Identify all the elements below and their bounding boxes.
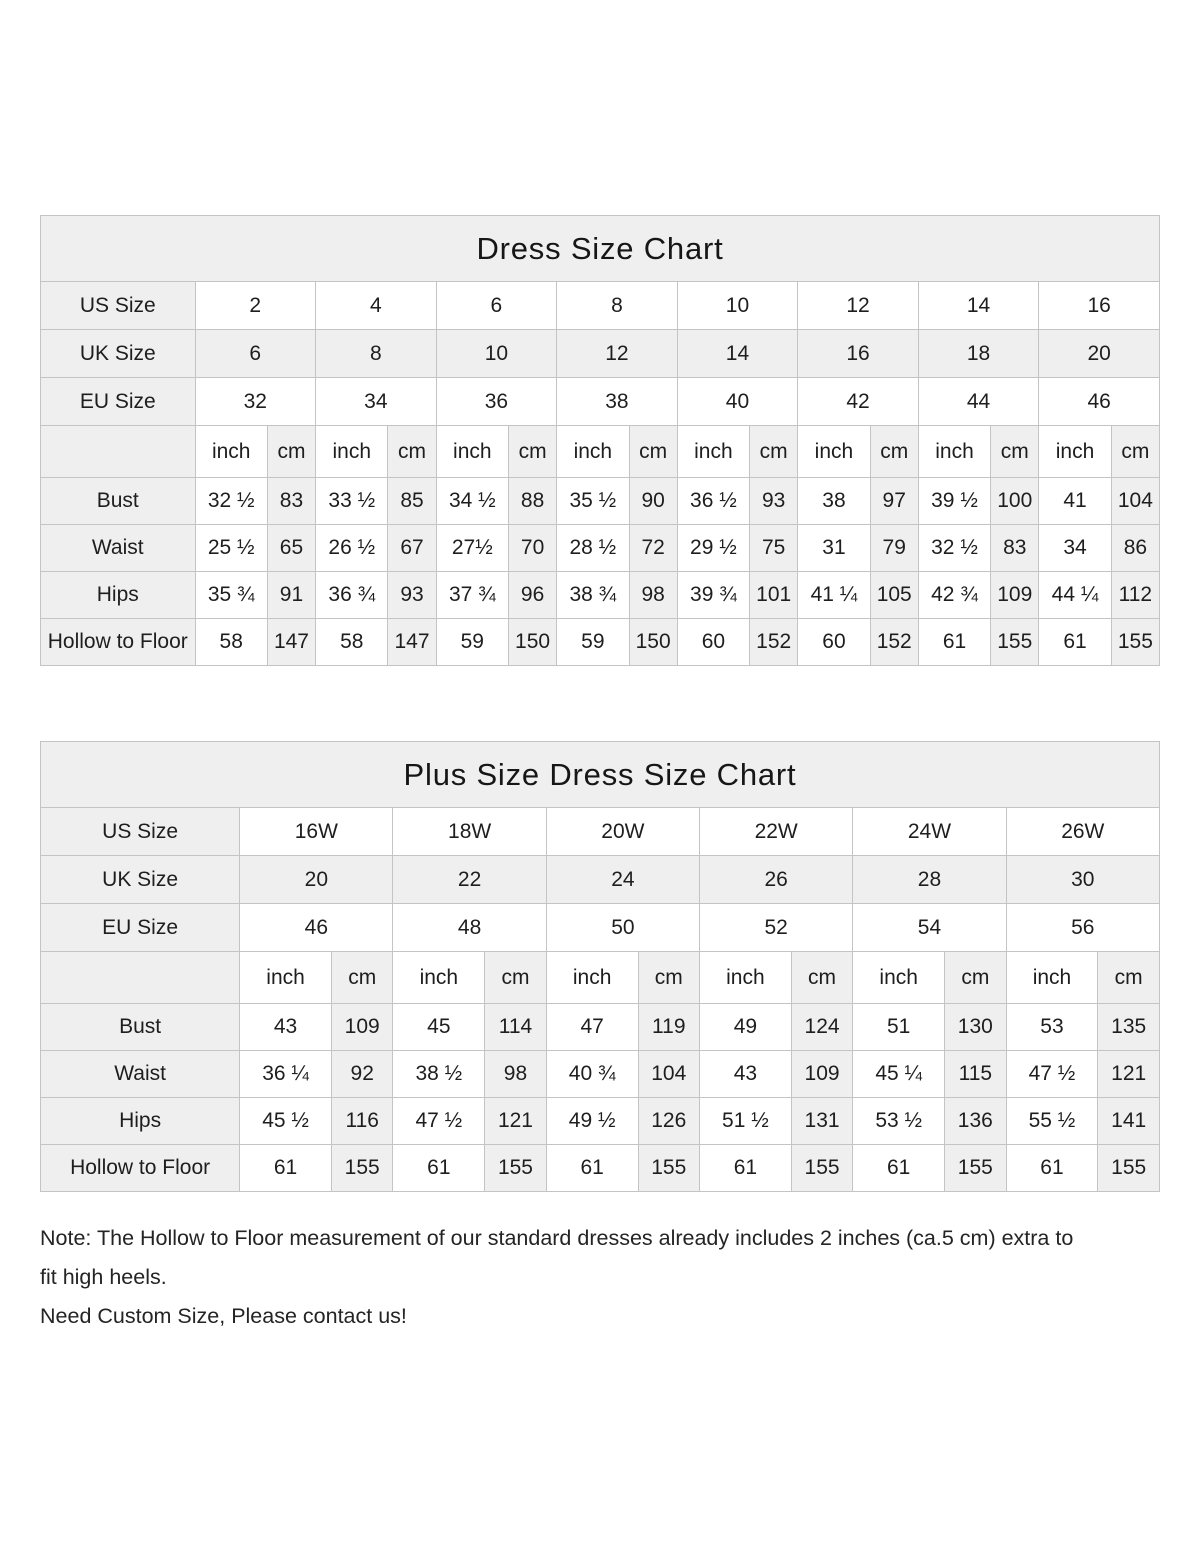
size-value-cell: 34	[316, 378, 437, 426]
measure-inch-cell: 34	[1039, 525, 1111, 572]
size-value-cell: 16	[798, 330, 919, 378]
measure-cm-cell: 67	[388, 525, 436, 572]
size-value-cell: 22	[393, 856, 546, 904]
unit-inch-header: inch	[853, 952, 945, 1004]
unit-inch-header: inch	[1006, 952, 1098, 1004]
measure-cm-cell: 83	[991, 525, 1039, 572]
measure-cm-cell: 91	[267, 572, 315, 619]
measure-inch-cell: 47	[546, 1004, 638, 1051]
measure-cm-cell: 150	[509, 619, 557, 666]
size-value-cell: 40	[677, 378, 798, 426]
size-value-cell: 44	[918, 378, 1039, 426]
row-label: US Size	[41, 808, 240, 856]
row-label: US Size	[41, 282, 196, 330]
measure-cm-cell: 93	[750, 478, 798, 525]
measure-inch-cell: 35 ½	[557, 478, 629, 525]
size-value-cell: 24W	[853, 808, 1006, 856]
size-value-cell: 20	[1039, 330, 1160, 378]
unit-inch-header: inch	[798, 426, 870, 478]
row-label: Hollow to Floor	[41, 619, 196, 666]
size-value-cell: 38	[557, 378, 678, 426]
measure-inch-cell: 60	[677, 619, 749, 666]
measure-inch-cell: 40 ¾	[546, 1051, 638, 1098]
measure-cm-cell: 115	[945, 1051, 1007, 1098]
size-value-cell: 20	[240, 856, 393, 904]
size-value-cell: 28	[853, 856, 1006, 904]
measure-inch-cell: 38 ½	[393, 1051, 485, 1098]
row-label: Waist	[41, 1051, 240, 1098]
measure-cm-cell: 155	[791, 1145, 853, 1192]
measure-cm-cell: 109	[791, 1051, 853, 1098]
size-value-cell: 42	[798, 378, 919, 426]
measure-cm-cell: 104	[1111, 478, 1159, 525]
measure-inch-cell: 37 ¾	[436, 572, 508, 619]
size-value-cell: 22W	[700, 808, 853, 856]
row-label: Hollow to Floor	[41, 1145, 240, 1192]
measure-cm-cell: 150	[629, 619, 677, 666]
measure-cm-cell: 155	[331, 1145, 393, 1192]
measure-inch-cell: 27½	[436, 525, 508, 572]
measure-cm-cell: 65	[267, 525, 315, 572]
size-value-cell: 56	[1006, 904, 1159, 952]
row-label: Waist	[41, 525, 196, 572]
unit-cm-header: cm	[1098, 952, 1160, 1004]
measure-cm-cell: 152	[870, 619, 918, 666]
measure-cm-cell: 130	[945, 1004, 1007, 1051]
unit-inch-header: inch	[316, 426, 388, 478]
measure-cm-cell: 121	[1098, 1051, 1160, 1098]
measure-inch-cell: 59	[557, 619, 629, 666]
measure-cm-cell: 88	[509, 478, 557, 525]
row-label: Hips	[41, 1098, 240, 1145]
measure-inch-cell: 34 ½	[436, 478, 508, 525]
measure-cm-cell: 105	[870, 572, 918, 619]
measure-inch-cell: 61	[1006, 1145, 1098, 1192]
unit-inch-header: inch	[557, 426, 629, 478]
unit-cm-header: cm	[791, 952, 853, 1004]
measure-cm-cell: 112	[1111, 572, 1159, 619]
note	[40, 1219, 1160, 1336]
size-value-cell: 16	[1039, 282, 1160, 330]
measure-inch-cell: 41 ¼	[798, 572, 870, 619]
chart-title: Plus Size Dress Size Chart	[41, 742, 1160, 808]
empty-corner-cell	[41, 952, 240, 1004]
measure-inch-cell: 47 ½	[1006, 1051, 1098, 1098]
plus-size-dress-size-chart-table	[40, 741, 1160, 1192]
measure-inch-cell: 35 ¾	[195, 572, 267, 619]
unit-inch-header: inch	[195, 426, 267, 478]
dress-size-chart-table	[40, 215, 1160, 666]
size-value-cell: 2	[195, 282, 316, 330]
measure-inch-cell: 38	[798, 478, 870, 525]
size-value-cell: 12	[557, 330, 678, 378]
measure-inch-cell: 25 ½	[195, 525, 267, 572]
unit-inch-header: inch	[700, 952, 792, 1004]
measure-inch-cell: 45 ¼	[853, 1051, 945, 1098]
measure-inch-cell: 61	[240, 1145, 332, 1192]
unit-inch-header: inch	[240, 952, 332, 1004]
size-value-cell: 26	[700, 856, 853, 904]
measure-cm-cell: 155	[1098, 1145, 1160, 1192]
measure-cm-cell: 147	[267, 619, 315, 666]
measure-cm-cell: 152	[750, 619, 798, 666]
measure-inch-cell: 45 ½	[240, 1098, 332, 1145]
size-value-cell: 4	[316, 282, 437, 330]
measure-inch-cell: 51 ½	[700, 1098, 792, 1145]
measure-cm-cell: 141	[1098, 1098, 1160, 1145]
chart-title: Dress Size Chart	[41, 216, 1160, 282]
measure-inch-cell: 32 ½	[195, 478, 267, 525]
unit-cm-header: cm	[509, 426, 557, 478]
unit-inch-header: inch	[1039, 426, 1111, 478]
unit-cm-header: cm	[485, 952, 547, 1004]
measure-cm-cell: 79	[870, 525, 918, 572]
measure-inch-cell: 36 ¾	[316, 572, 388, 619]
measure-cm-cell: 85	[388, 478, 436, 525]
unit-cm-header: cm	[629, 426, 677, 478]
measure-cm-cell: 155	[485, 1145, 547, 1192]
measure-inch-cell: 60	[798, 619, 870, 666]
measure-cm-cell: 101	[750, 572, 798, 619]
measure-inch-cell: 33 ½	[316, 478, 388, 525]
size-value-cell: 30	[1006, 856, 1159, 904]
measure-cm-cell: 114	[485, 1004, 547, 1051]
measure-inch-cell: 43	[240, 1004, 332, 1051]
measure-cm-cell: 75	[750, 525, 798, 572]
measure-inch-cell: 55 ½	[1006, 1098, 1098, 1145]
measure-cm-cell: 90	[629, 478, 677, 525]
measure-inch-cell: 32 ½	[918, 525, 990, 572]
measure-inch-cell: 47 ½	[393, 1098, 485, 1145]
measure-inch-cell: 42 ¾	[918, 572, 990, 619]
size-value-cell: 46	[240, 904, 393, 952]
measure-inch-cell: 36 ½	[677, 478, 749, 525]
size-value-cell: 8	[557, 282, 678, 330]
measure-cm-cell: 97	[870, 478, 918, 525]
measure-cm-cell: 155	[638, 1145, 700, 1192]
measure-inch-cell: 41	[1039, 478, 1111, 525]
unit-cm-header: cm	[267, 426, 315, 478]
measure-cm-cell: 121	[485, 1098, 547, 1145]
measure-inch-cell: 39 ½	[918, 478, 990, 525]
row-label: Bust	[41, 1004, 240, 1051]
row-label: EU Size	[41, 378, 196, 426]
measure-cm-cell: 109	[331, 1004, 393, 1051]
size-value-cell: 52	[700, 904, 853, 952]
measure-cm-cell: 98	[629, 572, 677, 619]
measure-cm-cell: 124	[791, 1004, 853, 1051]
measure-inch-cell: 61	[393, 1145, 485, 1192]
size-value-cell: 14	[677, 330, 798, 378]
measure-inch-cell: 61	[700, 1145, 792, 1192]
measure-inch-cell: 29 ½	[677, 525, 749, 572]
measure-inch-cell: 58	[195, 619, 267, 666]
measure-cm-cell: 98	[485, 1051, 547, 1098]
unit-inch-header: inch	[677, 426, 749, 478]
unit-cm-header: cm	[331, 952, 393, 1004]
measure-inch-cell: 39 ¾	[677, 572, 749, 619]
size-value-cell: 6	[195, 330, 316, 378]
size-value-cell: 10	[436, 330, 557, 378]
note-line: fit high heels.	[40, 1265, 167, 1289]
unit-cm-header: cm	[638, 952, 700, 1004]
empty-corner-cell	[41, 426, 196, 478]
row-label: UK Size	[41, 330, 196, 378]
row-label: EU Size	[41, 904, 240, 952]
measure-inch-cell: 45	[393, 1004, 485, 1051]
size-value-cell: 8	[316, 330, 437, 378]
measure-cm-cell: 116	[331, 1098, 393, 1145]
size-value-cell: 24	[546, 856, 699, 904]
note-line: Need Custom Size, Please contact us!	[40, 1304, 407, 1328]
size-value-cell: 18	[918, 330, 1039, 378]
measure-inch-cell: 49	[700, 1004, 792, 1051]
measure-cm-cell: 135	[1098, 1004, 1160, 1051]
measure-cm-cell: 70	[509, 525, 557, 572]
size-value-cell: 32	[195, 378, 316, 426]
measure-inch-cell: 59	[436, 619, 508, 666]
measure-inch-cell: 61	[546, 1145, 638, 1192]
size-value-cell: 46	[1039, 378, 1160, 426]
size-value-cell: 12	[798, 282, 919, 330]
measure-inch-cell: 61	[1039, 619, 1111, 666]
measure-inch-cell: 49 ½	[546, 1098, 638, 1145]
measure-cm-cell: 104	[638, 1051, 700, 1098]
note-line: Note: The Hollow to Floor measurement of our standard dresses already includes 2 inches (ca.5 cm) extra to	[40, 1226, 1074, 1250]
measure-inch-cell: 58	[316, 619, 388, 666]
size-value-cell: 18W	[393, 808, 546, 856]
measure-inch-cell: 44 ¼	[1039, 572, 1111, 619]
unit-inch-header: inch	[546, 952, 638, 1004]
row-label: Hips	[41, 572, 196, 619]
measure-inch-cell: 28 ½	[557, 525, 629, 572]
measure-inch-cell: 36 ¼	[240, 1051, 332, 1098]
unit-cm-header: cm	[1111, 426, 1159, 478]
row-label: UK Size	[41, 856, 240, 904]
unit-cm-header: cm	[991, 426, 1039, 478]
measure-inch-cell: 31	[798, 525, 870, 572]
measure-cm-cell: 92	[331, 1051, 393, 1098]
size-value-cell: 6	[436, 282, 557, 330]
measure-cm-cell: 96	[509, 572, 557, 619]
measure-inch-cell: 61	[918, 619, 990, 666]
unit-cm-header: cm	[388, 426, 436, 478]
size-value-cell: 26W	[1006, 808, 1159, 856]
measure-cm-cell: 86	[1111, 525, 1159, 572]
unit-inch-header: inch	[436, 426, 508, 478]
measure-inch-cell: 43	[700, 1051, 792, 1098]
measure-cm-cell: 93	[388, 572, 436, 619]
measure-inch-cell: 53	[1006, 1004, 1098, 1051]
unit-inch-header: inch	[918, 426, 990, 478]
unit-cm-header: cm	[945, 952, 1007, 1004]
measure-cm-cell: 109	[991, 572, 1039, 619]
size-value-cell: 48	[393, 904, 546, 952]
size-value-cell: 16W	[240, 808, 393, 856]
measure-inch-cell: 51	[853, 1004, 945, 1051]
measure-inch-cell: 53 ½	[853, 1098, 945, 1145]
measure-cm-cell: 72	[629, 525, 677, 572]
measure-cm-cell: 131	[791, 1098, 853, 1145]
unit-cm-header: cm	[870, 426, 918, 478]
measure-cm-cell: 119	[638, 1004, 700, 1051]
unit-cm-header: cm	[750, 426, 798, 478]
measure-cm-cell: 126	[638, 1098, 700, 1145]
size-value-cell: 36	[436, 378, 557, 426]
measure-cm-cell: 147	[388, 619, 436, 666]
measure-cm-cell: 155	[991, 619, 1039, 666]
measure-cm-cell: 100	[991, 478, 1039, 525]
size-value-cell: 10	[677, 282, 798, 330]
measure-inch-cell: 61	[853, 1145, 945, 1192]
measure-inch-cell: 38 ¾	[557, 572, 629, 619]
measure-inch-cell: 26 ½	[316, 525, 388, 572]
measure-cm-cell: 155	[945, 1145, 1007, 1192]
measure-cm-cell: 83	[267, 478, 315, 525]
size-value-cell: 20W	[546, 808, 699, 856]
size-value-cell: 50	[546, 904, 699, 952]
size-value-cell: 14	[918, 282, 1039, 330]
unit-inch-header: inch	[393, 952, 485, 1004]
measure-cm-cell: 155	[1111, 619, 1159, 666]
size-value-cell: 54	[853, 904, 1006, 952]
row-label: Bust	[41, 478, 196, 525]
measure-cm-cell: 136	[945, 1098, 1007, 1145]
